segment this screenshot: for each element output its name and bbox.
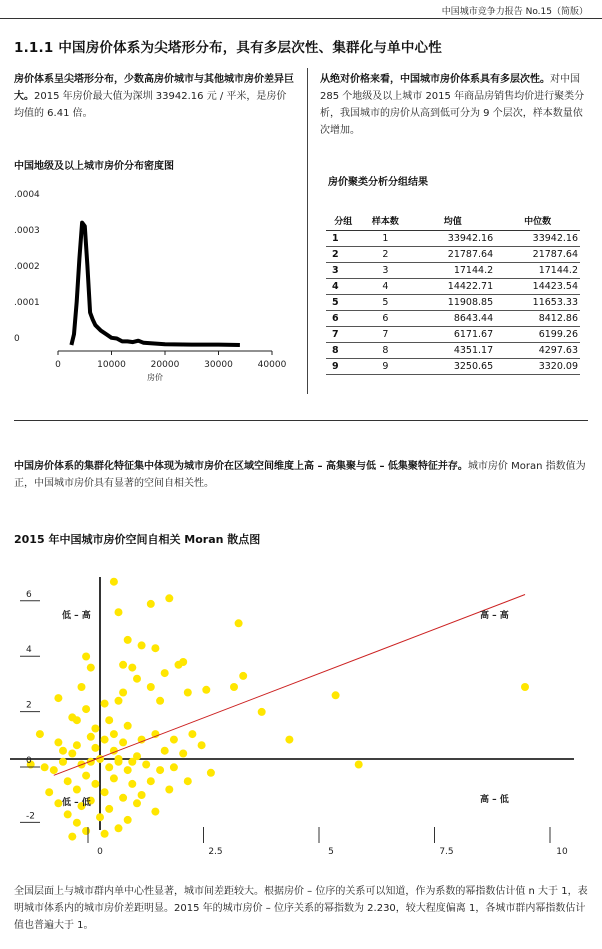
cluster-table-cell: 8643.44 — [410, 311, 495, 327]
middle-paragraph-text: 城市房价 Moran 指数值为正，中国城市房价具有显著的空间自相关性。 — [14, 461, 586, 489]
moran-point — [68, 833, 76, 841]
right-paragraph-bold: 从绝对价格来看，中国城市房价体系具有多层次性。 — [320, 74, 550, 85]
moran-point — [147, 683, 155, 691]
moran-x-tick-label: 10 — [556, 847, 568, 857]
moran-point — [124, 636, 132, 644]
density-x-tick-label: 20000 — [150, 360, 180, 370]
moran-point — [355, 761, 363, 769]
moran-point — [68, 750, 76, 758]
moran-x-tick-label: 7.5 — [439, 847, 454, 857]
moran-point — [91, 725, 99, 733]
moran-point — [138, 791, 146, 799]
moran-quadrant-label: 高 – 高 — [480, 611, 509, 621]
section-title: 1.1.1 中国房价体系为尖塔形分布，具有多层次性、集群化与单中心性 — [14, 40, 442, 56]
moran-point — [54, 738, 62, 746]
density-x-tick-label: 40000 — [257, 360, 287, 370]
moran-point — [87, 664, 95, 672]
density-x-tick-label: 10000 — [97, 360, 126, 370]
moran-point — [142, 761, 150, 769]
cluster-table-row — [326, 279, 580, 295]
moran-point — [115, 755, 123, 763]
cluster-table-cell: 8 — [360, 343, 410, 359]
moran-point — [179, 750, 187, 758]
moran-point — [239, 672, 247, 680]
moran-point — [161, 747, 169, 755]
moran-point — [41, 763, 49, 771]
moran-point — [105, 805, 113, 813]
moran-point — [101, 788, 109, 796]
moran-scatter-chart — [0, 565, 602, 865]
density-chart — [0, 185, 300, 390]
moran-point — [128, 664, 136, 672]
cluster-table-cell: 8 — [326, 343, 360, 359]
moran-point — [36, 730, 44, 738]
moran-point — [151, 808, 159, 816]
left-paragraph — [14, 71, 296, 122]
moran-point — [45, 788, 53, 796]
moran-point — [285, 736, 293, 744]
cluster-table-cell: 8412.86 — [495, 311, 580, 327]
left-paragraph-text: 2015 年房价最大值为深圳 33942.16 元 / 平米，是房价均值的 6.41 倍。 — [14, 91, 287, 119]
moran-y-tick-label: 4 — [26, 645, 32, 656]
cluster-table-cell: 5 — [326, 295, 360, 311]
cluster-table — [326, 210, 580, 375]
moran-point — [184, 777, 192, 785]
moran-point — [332, 691, 340, 699]
moran-point — [87, 733, 95, 741]
cluster-table-cell: 9 — [326, 359, 360, 375]
moran-point — [124, 766, 132, 774]
cluster-table-header: 中位数 — [495, 210, 580, 231]
moran-quadrant-label: 高 – 低 — [480, 795, 509, 805]
moran-point — [235, 619, 243, 627]
cluster-table-header: 样本数 — [360, 210, 410, 231]
moran-point — [82, 705, 90, 713]
cluster-table-cell: 14422.71 — [410, 279, 495, 295]
right-paragraph — [320, 71, 592, 139]
moran-y-tick-label: 6 — [26, 589, 32, 600]
cluster-table-cell: 11908.85 — [410, 295, 495, 311]
moran-point — [82, 772, 90, 780]
cluster-table-row — [326, 311, 580, 327]
moran-point — [230, 683, 238, 691]
moran-point — [170, 736, 178, 744]
moran-point — [68, 713, 76, 721]
cluster-table-title: 房价聚类分析分组结果 — [328, 177, 428, 188]
moran-point — [119, 794, 127, 802]
left-paragraph-bold: 房价体系呈尖塔形分布，少数高房价城市与其他城市房价差异巨大。 — [14, 74, 294, 102]
moran-point — [170, 763, 178, 771]
cluster-table-cell: 21787.64 — [495, 247, 580, 263]
middle-paragraph — [14, 458, 590, 492]
right-paragraph-text: 对中国 285 个地级及以上城市 2015 年商品房销售均价进行聚类分析，我国城市的房价从高到低可分为 9 个层次，样本数量依次增加。 — [320, 74, 585, 136]
moran-point — [115, 608, 123, 616]
cluster-table-cell: 2 — [360, 247, 410, 263]
moran-point — [91, 744, 99, 752]
column-divider — [307, 68, 308, 394]
cluster-table-cell: 3250.65 — [410, 359, 495, 375]
middle-rule — [14, 420, 588, 421]
running-header: 中国城市竞争力报告 No.15（简版） — [441, 7, 588, 17]
moran-fit-line — [54, 595, 525, 776]
header-rule — [0, 18, 602, 19]
moran-point — [133, 675, 141, 683]
cluster-table-cell: 9 — [360, 359, 410, 375]
cluster-table-cell: 5 — [360, 295, 410, 311]
moran-point — [147, 600, 155, 608]
cluster-table-cell: 4 — [360, 279, 410, 295]
cluster-table-cell: 6199.26 — [495, 327, 580, 343]
cluster-table-cell: 14423.54 — [495, 279, 580, 295]
cluster-table-cell: 6 — [360, 311, 410, 327]
moran-point — [59, 747, 67, 755]
moran-y-tick-label: 2 — [26, 700, 32, 711]
moran-quadrant-label: 低 – 高 — [62, 611, 91, 621]
cluster-table-cell: 3320.09 — [495, 359, 580, 375]
cluster-table-cell: 2 — [326, 247, 360, 263]
moran-point — [101, 736, 109, 744]
density-y-tick-label: .0001 — [14, 298, 40, 308]
moran-point — [96, 813, 104, 821]
density-y-tick-label: .0002 — [14, 262, 40, 272]
cluster-table-cell: 4297.63 — [495, 343, 580, 359]
moran-chart-title: 2015 年中国城市房价空间自相关 Moran 散点图 — [14, 533, 261, 546]
moran-point — [73, 819, 81, 827]
moran-x-tick-label: 5 — [328, 847, 334, 857]
middle-paragraph-bold: 中国房价体系的集群化特征集中体现为城市房价在区域空间维度上高 – 高集聚与低 – 低集聚特征并存。 — [14, 461, 468, 472]
moran-point — [258, 708, 266, 716]
moran-point — [147, 777, 155, 785]
moran-point — [105, 716, 113, 724]
moran-point — [151, 644, 159, 652]
density-x-axis-label: 房价 — [147, 373, 163, 382]
moran-point — [59, 758, 67, 766]
cluster-table-cell: 33942.16 — [410, 231, 495, 247]
moran-point — [115, 824, 123, 832]
moran-point — [161, 669, 169, 677]
cluster-table-cell: 6 — [326, 311, 360, 327]
cluster-table-cell: 11653.33 — [495, 295, 580, 311]
moran-point — [188, 730, 196, 738]
cluster-table-cell: 4 — [326, 279, 360, 295]
moran-x-tick-label: 0 — [97, 847, 103, 857]
cluster-table-cell: 1 — [326, 231, 360, 247]
cluster-table-cell: 7 — [326, 327, 360, 343]
moran-point — [124, 722, 132, 730]
moran-point — [165, 786, 173, 794]
moran-point — [119, 661, 127, 669]
density-x-tick-label: 30000 — [204, 360, 233, 370]
cluster-table-row — [326, 359, 580, 375]
moran-point — [64, 777, 72, 785]
moran-point — [110, 730, 118, 738]
moran-point — [101, 700, 109, 708]
moran-point — [156, 697, 164, 705]
cluster-table-cell: 4351.17 — [410, 343, 495, 359]
cluster-table-header: 分组 — [326, 210, 360, 231]
cluster-table-header: 均值 — [410, 210, 495, 231]
moran-point — [78, 683, 86, 691]
density-curve — [71, 223, 240, 345]
moran-point — [133, 799, 141, 807]
moran-point — [82, 827, 90, 835]
moran-point — [198, 741, 206, 749]
moran-point — [124, 816, 132, 824]
moran-point — [110, 774, 118, 782]
density-chart-title: 中国地级及以上城市房价分布密度图 — [14, 161, 174, 172]
cluster-table-cell: 7 — [360, 327, 410, 343]
moran-point — [73, 786, 81, 794]
density-x-tick-label: 0 — [55, 360, 61, 370]
cluster-table-cell: 6171.67 — [410, 327, 495, 343]
moran-point — [184, 689, 192, 697]
cluster-table-row — [326, 231, 580, 247]
moran-point — [64, 810, 72, 818]
cluster-table-cell: 21787.64 — [410, 247, 495, 263]
cluster-table-row — [326, 263, 580, 279]
moran-point — [110, 578, 118, 586]
moran-point — [156, 766, 164, 774]
moran-point — [82, 653, 90, 661]
moran-point — [175, 661, 183, 669]
moran-point — [101, 830, 109, 838]
cluster-table-row — [326, 343, 580, 359]
moran-point — [119, 738, 127, 746]
moran-y-tick-label: -2 — [26, 811, 35, 822]
moran-point — [119, 689, 127, 697]
moran-point — [521, 683, 529, 691]
moran-point — [128, 780, 136, 788]
moran-point — [207, 769, 215, 777]
cluster-table-cell: 1 — [360, 231, 410, 247]
moran-point — [115, 697, 123, 705]
moran-y-tick-label: 0 — [26, 756, 32, 766]
moran-point — [54, 694, 62, 702]
cluster-table-cell: 3 — [326, 263, 360, 279]
moran-point — [165, 594, 173, 602]
density-y-tick-label: 0 — [14, 334, 20, 344]
bottom-paragraph: 全国层面上与城市群内单中心性显著，城市间差距较大。根据房价 – 位序的关系可以知道，作为系数的幂指数估计值 n 大于 1，表明城市体系内的城市房价差距明显。2015 年的城市房价 – 位序关系的幂指数为 2.230，较大程度偏离 1，各城市群内幂指数估计值也普遍大于 1。 — [14, 886, 588, 931]
cluster-table-cell: 33942.16 — [495, 231, 580, 247]
moran-point — [138, 641, 146, 649]
moran-quadrant-label: 低 – 低 — [62, 798, 91, 808]
cluster-table-row — [326, 295, 580, 311]
cluster-table-row — [326, 327, 580, 343]
moran-point — [128, 758, 136, 766]
moran-point — [202, 686, 210, 694]
cluster-table-cell: 17144.2 — [495, 263, 580, 279]
cluster-table-cell: 17144.2 — [410, 263, 495, 279]
cluster-table-cell: 3 — [360, 263, 410, 279]
moran-point — [91, 780, 99, 788]
cluster-table-row — [326, 247, 580, 263]
moran-point — [105, 763, 113, 771]
moran-point — [73, 741, 81, 749]
density-y-tick-label: .0004 — [14, 190, 40, 200]
moran-point — [50, 766, 58, 774]
moran-x-tick-label: 2.5 — [208, 847, 223, 857]
density-y-tick-label: .0003 — [14, 226, 40, 236]
